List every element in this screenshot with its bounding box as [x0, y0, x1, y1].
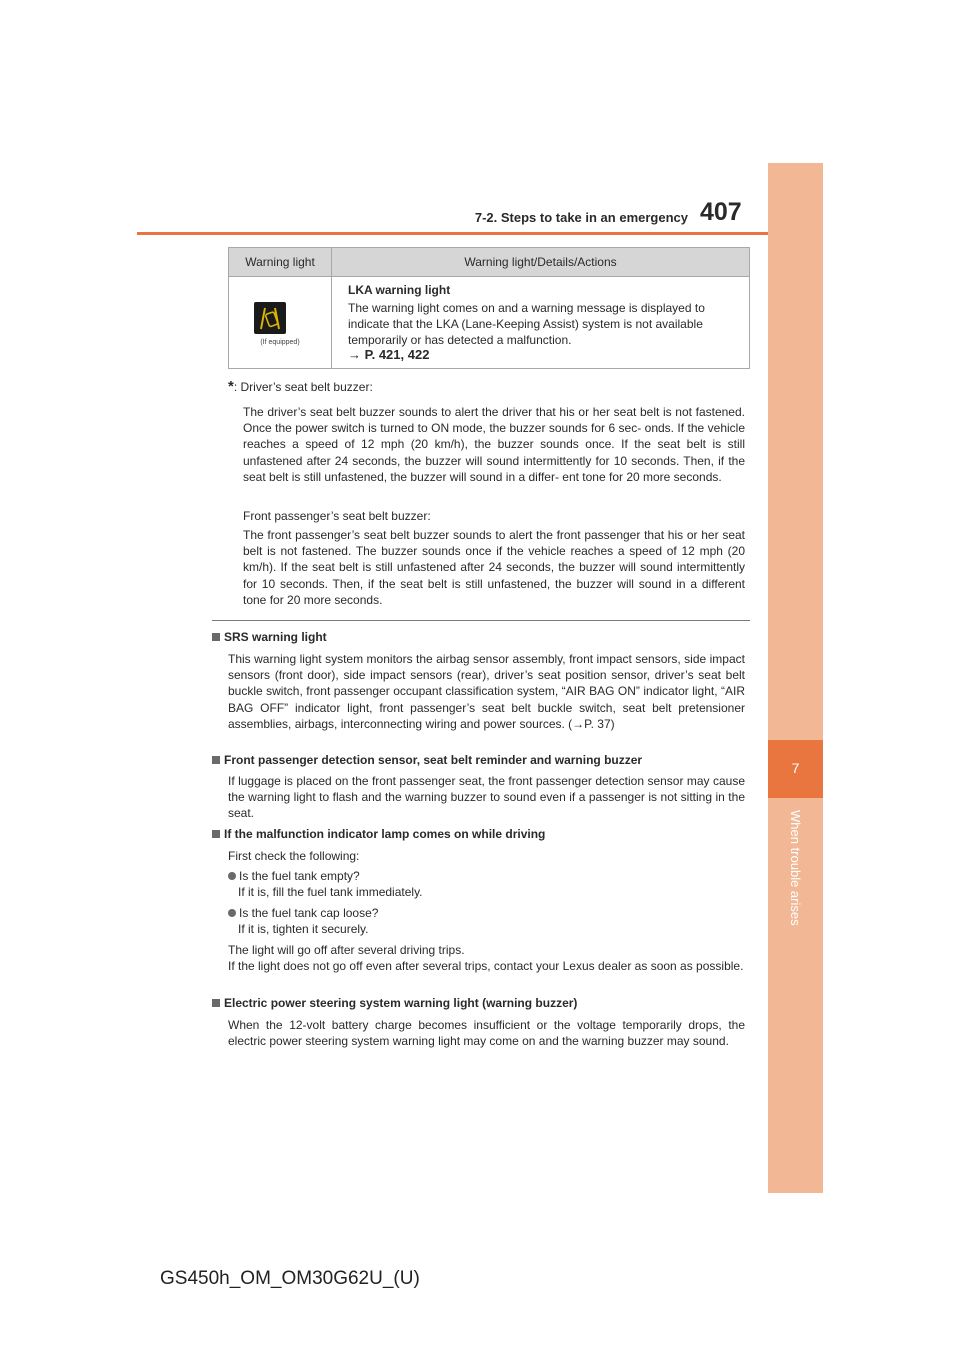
note-heading: [228, 378, 373, 395]
passenger-buzzer-heading: Front passenger’s seat belt buzzer:: [243, 509, 431, 523]
lka-description: [348, 300, 743, 348]
eps-title: [212, 996, 577, 1010]
mil-title: [212, 827, 545, 841]
lka-page-reference: → P. 421, 422: [348, 347, 430, 362]
mil-bullet-2: [228, 905, 378, 921]
col-header-details: Warning light/Details/Actions: [464, 255, 617, 269]
eps-title-text: Electric power steering system warning light (warning buzzer): [224, 996, 578, 1010]
header-rule: [137, 232, 823, 235]
document-code: GS450h_OM_OM30G62U_(U): [160, 1268, 420, 1289]
warning-light-table: [228, 247, 750, 369]
lka-text: The warning light comes on and a warning message is displayed to indicate that the LKA (Lane-Keeping Assist) system is not available temporarily or has detected a malfunction.: [348, 301, 705, 347]
mil-bullet-2-text: Is the fuel tank cap loose?: [239, 906, 379, 920]
srs-title-text: SRS warning light: [224, 630, 327, 644]
eps-body: When the 12-volt battery charge becomes insufficient or the voltage temporarily drops, the electric power steering system warning light may come on and the warning buzzer may sound.: [228, 1018, 745, 1049]
if-equipped-note: (If equipped): [260, 339, 300, 346]
note-heading-text: : Driver’s seat belt buzzer:: [233, 380, 373, 394]
table-header: [229, 248, 749, 277]
note-star: *: [228, 378, 234, 395]
srs-body: This warning light system monitors the airbag sensor assembly, front impact sensors, side impact sensors (front door), side impact sensors (rear), driver’s seat position sensor, driver’s seat belt buckle switch, front passenger occupant classification system, “AIR BAG ON” indicator light, “AIR BAG OFF” indicator light, front passenger’s seat belt buckle switch, seat belt pretensioner assemblies, airbags, interconnecting wiring and power sources. (→P. 37): [228, 652, 745, 731]
mil-bullet-1-sub: If it is, fill the fuel tank immediately.: [238, 885, 423, 899]
passenger-title-text: Front passenger detection sensor, seat belt reminder and warning buzzer: [224, 753, 643, 767]
mil-outro-1: The light will go off after several driving trips.: [228, 943, 465, 957]
passenger-title: [212, 753, 642, 767]
page-number: 407: [700, 198, 742, 226]
mil-bullet-1-text: Is the fuel tank empty?: [239, 869, 360, 883]
round-bullet-icon: [228, 872, 236, 880]
mil-bullet-1: [228, 868, 360, 884]
square-bullet-icon: [212, 756, 220, 764]
section-title: 7-2. Steps to take in an emergency: [474, 210, 688, 225]
srs-title: [212, 630, 327, 644]
chapter-label: When trouble arises: [788, 810, 803, 926]
mil-intro: First check the following:: [228, 849, 360, 863]
square-bullet-icon: [212, 633, 220, 641]
lka-title: LKA warning light: [348, 283, 451, 297]
square-bullet-icon: [212, 830, 220, 838]
round-bullet-icon: [228, 909, 236, 917]
passenger-body: If luggage is placed on the front passenger seat, the front passenger detection sensor may cause the warning light to flash and the warning buzzer to sound even if a passenger is not sitting in the seat.: [228, 774, 745, 821]
passenger-buzzer-text: The front passenger’s seat belt buzzer sounds to alert the front passenger that his or her seat belt is not fastened. The buzzer sounds once if the vehicle reaches a speed of 12 mph (20 km/h). If the seat belt is still unfastened after 24 seconds, the buzzer will sound intermittently for 10 seconds. Then, if the seat belt is still unfastened, the buzzer will sound in a different tone for 20 more seconds.: [243, 528, 745, 607]
mil-bullet-2-sub: If it is, tighten it securely.: [238, 922, 369, 936]
square-bullet-icon: [212, 999, 220, 1007]
lka-warning-icon: [254, 302, 286, 334]
chapter-tab: [768, 163, 823, 1193]
mil-outro-2: If the light does not go off even after several trips, contact your Lexus dealer as soon as possible.: [228, 959, 744, 973]
chapter-label-wrap: [768, 810, 823, 950]
column-divider: [331, 276, 332, 368]
driver-buzzer-text: The driver’s seat belt buzzer sounds to alert the driver that his or her seat belt is not fastened. Once the power switch is turned to ON mode, the buzzer sounds for 6 sec- onds. If the vehicle reaches a speed of 12 mph (20 km/h), the buzzer sounds once. If the seat belt is still unfastened after 24 seconds, the buzzer will sound intermittently for 10 seconds. Then, if the seat belt is still unfastened, the buzzer will sound in a differ- ent tone for 20 more seconds.: [243, 405, 745, 484]
col-header-warning-light: Warning light: [229, 248, 332, 276]
chapter-number: 7: [791, 760, 800, 776]
mil-title-text: If the malfunction indicator lamp comes on while driving: [224, 827, 546, 841]
section-divider: [212, 620, 750, 621]
